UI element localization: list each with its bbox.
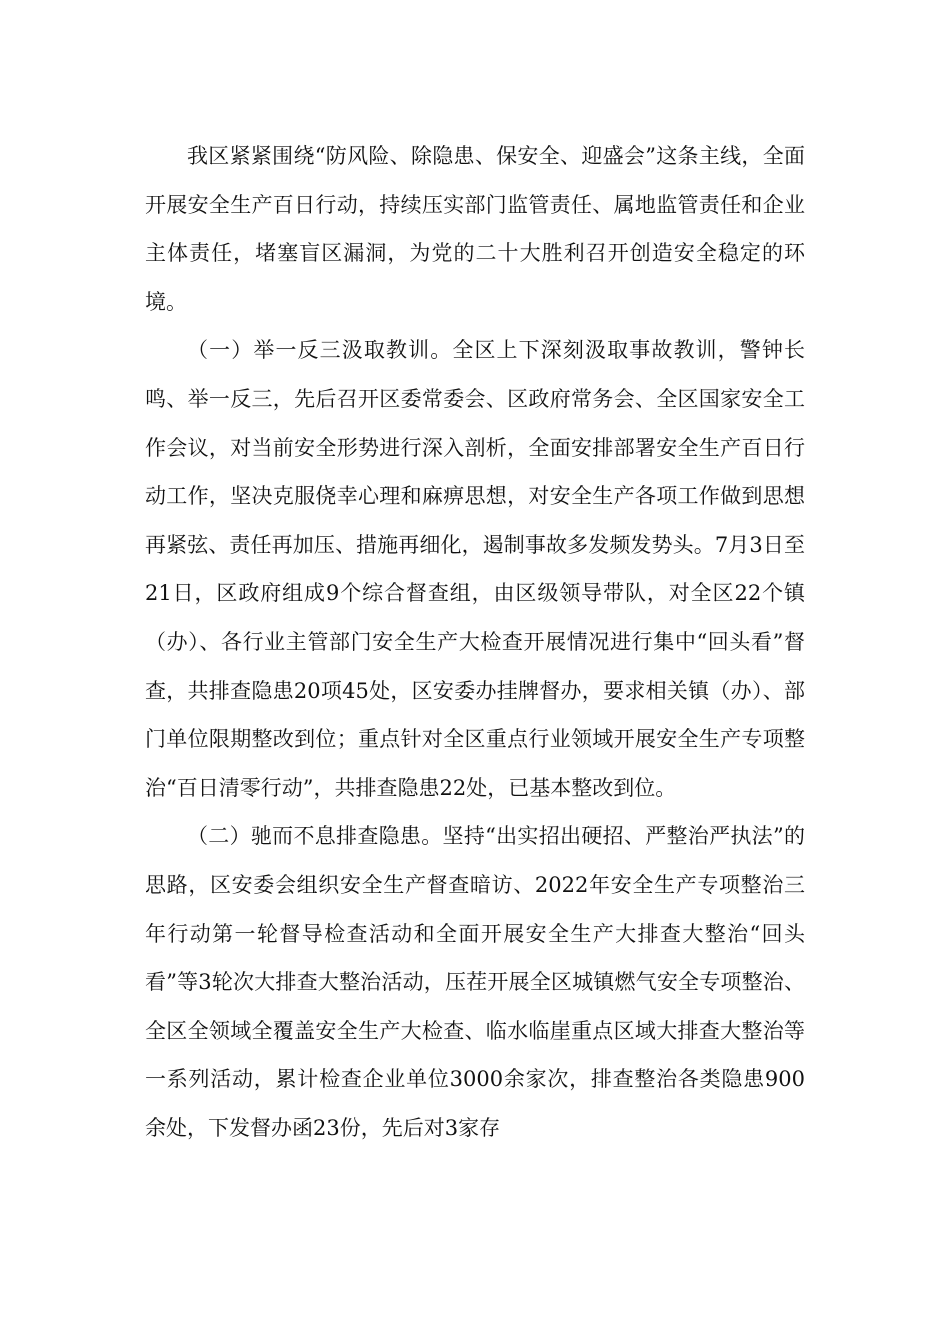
document-body [145, 132, 805, 1152]
paragraph-section-2: （二）驰而不息排查隐患。坚持“出实招出硬招、严整治严执法”的思路，区安委会组织安全生产督查暗访、2022年安全生产专项整治三年行动第一轮督导检查活动和全面开展安全生产大排查大整治“回头看”等3轮次大排查大整治活动，压茬开展全区城镇燃气安全专项整治、全区全领域全覆盖安全生产大检查、临水临崖重点区域大排查大整治等一系列活动，累计检查企业单位3000余家次，排查整治各类隐患900余处，下发督办函23份，先后对3家存 [145, 824, 805, 1140]
paragraph-intro: 我区紧紧围绕“防风险、除隐患、保安全、迎盛会”这条主线，全面开展安全生产百日行动，持续压实部门监管责任、属地监管责任和企业主体责任，堵塞盲区漏洞，为党的二十大胜利召开创造安全稳定的环境。 [145, 144, 805, 314]
paragraph-section-1: （一）举一反三汲取教训。全区上下深刻汲取事故教训，警钟长鸣、举一反三，先后召开区委常委会、区政府常务会、全区国家安全工作会议，对当前安全形势进行深入剖析，全面安排部署安全生产百日行动工作，坚决克服侥幸心理和麻痹思想，对安全生产各项工作做到思想再紧弦、责任再加压、措施再细化，遏制事故多发频发势头。7月3日至21日，区政府组成9个综合督查组，由区级领导带队，对全区22个镇（办）、各行业主管部门安全生产大检查开展情况进行集中“回头看”督查，共排查隐患20项45处，区安委办挂牌督办，要求相关镇（办）、部门单位限期整改到位；重点针对全区重点行业领域开展安全生产专项整治“百日清零行动”，共排查隐患22处，已基本整改到位。 [145, 338, 805, 800]
